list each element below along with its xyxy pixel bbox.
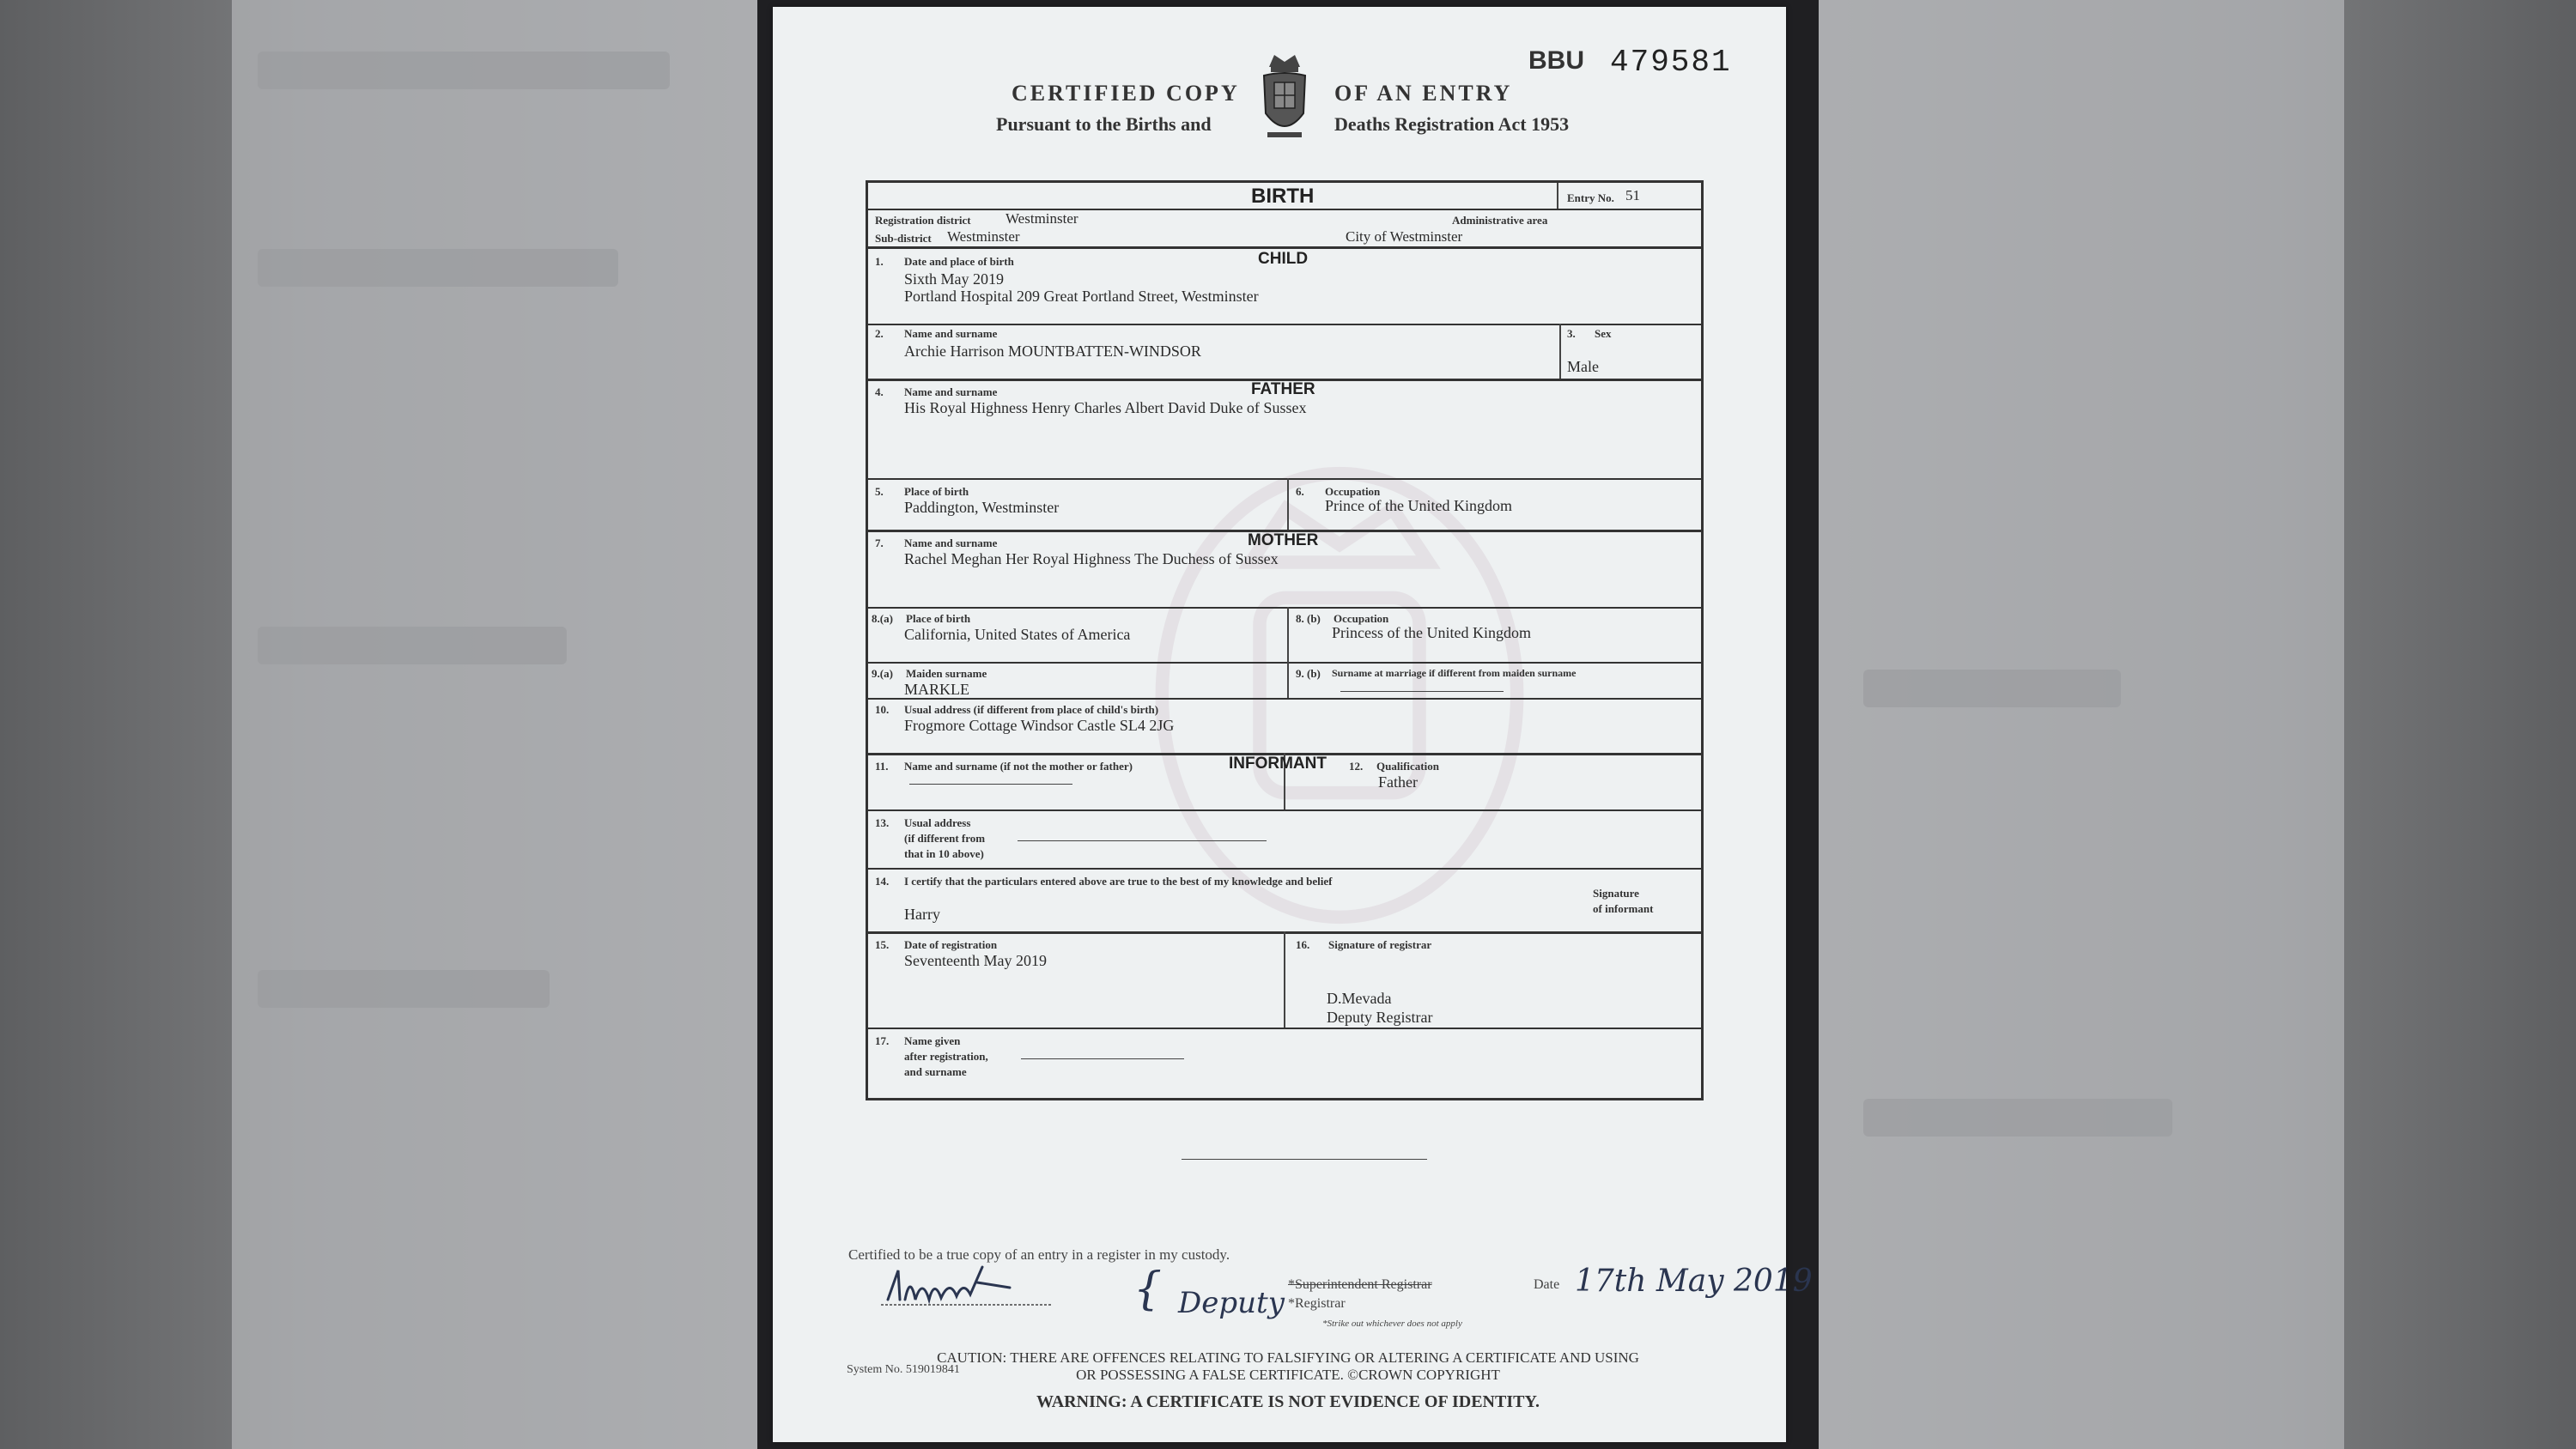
background-blur-right	[1812, 0, 2344, 1449]
father-place-of-birth: Paddington, Westminster	[904, 499, 1060, 516]
rule	[868, 246, 1701, 249]
header-certified-copy: CERTIFIED COPY	[1012, 81, 1240, 106]
registration-date-label: Date of registration	[904, 938, 998, 951]
name-given-label: Name given	[904, 1034, 961, 1047]
background-blur-left	[232, 0, 764, 1449]
strike-note: *Strike out whichever does not apply	[1322, 1319, 1462, 1329]
rule	[868, 1028, 1701, 1029]
mother-birth-label: Place of birth	[906, 612, 971, 625]
marriage-surname-blank	[1340, 691, 1504, 692]
section-child: CHILD	[1258, 250, 1309, 268]
mother-address: Frogmore Cottage Windsor Castle SL4 2JG	[904, 717, 1175, 734]
registration-date: Seventeenth May 2019	[904, 952, 1047, 969]
field-number: 11.	[875, 760, 889, 773]
rule	[868, 662, 1701, 664]
field-number: 9. (b)	[1296, 667, 1321, 680]
field-number: 5.	[875, 485, 884, 498]
rule	[868, 607, 1701, 609]
father-name: His Royal Highness Henry Charles Albert David Duke of Sussex	[904, 399, 1307, 416]
informant-address-label: that in 10 above)	[904, 847, 984, 860]
certified-true-copy: Certified to be a true copy of an entry in a register in my custody.	[848, 1246, 1230, 1263]
sub-district-label: Sub-district	[875, 232, 932, 245]
serial-number: 479581	[1610, 45, 1732, 80]
field-number: 9.(a)	[872, 667, 893, 680]
informant-qualification: Father	[1378, 773, 1418, 791]
field-number: 16.	[1296, 938, 1310, 951]
field-number: 12.	[1349, 760, 1364, 773]
field-number: 6.	[1296, 485, 1304, 498]
caution-line: CAUTION: THERE ARE OFFENCES RELATING TO FALSIFYING OR ALTERING A CERTIFICATE AND USING	[937, 1349, 1639, 1366]
background-blur-bar	[1863, 670, 2121, 707]
field-number: 8.(a)	[872, 612, 893, 625]
serial-prefix: BBU	[1528, 46, 1584, 75]
child-date-of-birth: Sixth May 2019	[904, 270, 1005, 288]
registrar-signature-label: Signature of registrar	[1328, 938, 1432, 951]
handwritten-brace: {	[1133, 1264, 1163, 1315]
background-blur-bar	[258, 249, 618, 287]
field-number: 8. (b)	[1296, 612, 1321, 625]
mother-place-of-birth: California, United States of America	[904, 626, 1131, 643]
name-given-label: after registration,	[904, 1050, 988, 1063]
informant-address-blank	[1018, 840, 1267, 841]
field-number: 3.	[1567, 327, 1576, 340]
registrar-signature	[881, 1262, 1053, 1313]
rule	[868, 478, 1701, 480]
maiden-surname: MARKLE	[904, 681, 969, 698]
form-title: BIRTH	[1251, 185, 1315, 208]
field-number: 2.	[875, 327, 884, 340]
background-blur-bar	[258, 970, 550, 1008]
identity-warning: WARNING: A CERTIFICATE IS NOT EVIDENCE OF IDENTITY.	[1036, 1392, 1540, 1411]
superintendent-registrar: *Superintendent Registrar	[1288, 1277, 1432, 1292]
section-mother: MOTHER	[1248, 531, 1319, 549]
mother-address-label: Usual address (if different from place of child's birth)	[904, 703, 1159, 716]
informant-name-label: Name and surname (if not the mother or father)	[904, 760, 1133, 773]
field-number: 4.	[875, 385, 884, 398]
header-of-an-entry: OF AN ENTRY	[1334, 81, 1513, 106]
informant-name: Harry	[904, 906, 940, 923]
field-number: 1.	[875, 255, 884, 268]
registrar-title: Deputy Registrar	[1327, 1009, 1433, 1026]
registrar-name: D.Mevada	[1327, 990, 1392, 1007]
child-name-label: Name and surname	[904, 327, 998, 340]
divider	[1287, 478, 1289, 530]
background-blur-bar	[1863, 1099, 2172, 1137]
informant-address-label: Usual address	[904, 816, 971, 829]
sub-district: Westminster	[947, 228, 1020, 245]
entry-no-label: Entry No.	[1567, 191, 1614, 204]
footer-rule	[1182, 1159, 1427, 1160]
field-number: 7.	[875, 537, 884, 549]
entry-no: 51	[1625, 187, 1640, 203]
caution-line: OR POSSESSING A FALSE CERTIFICATE. ©CROWN COPYRIGHT	[1076, 1367, 1500, 1383]
date-label: Date	[1534, 1277, 1560, 1292]
birth-entry-form	[866, 180, 1704, 1100]
field-number: 13.	[875, 816, 890, 829]
name-given-label: and surname	[904, 1065, 967, 1078]
father-name-label: Name and surname	[904, 385, 998, 398]
background-blur-bar	[258, 52, 670, 89]
sex-label: Sex	[1595, 327, 1612, 340]
field-number: 14.	[875, 875, 890, 888]
administrative-area: City of Westminster	[1346, 228, 1463, 245]
registration-district: Westminster	[1005, 210, 1078, 227]
divider	[1557, 183, 1558, 209]
field-number: 15.	[875, 938, 890, 951]
registration-district-label: Registration district	[875, 214, 971, 227]
handwritten-role: Deputy	[1178, 1286, 1285, 1320]
rule	[868, 209, 1701, 210]
child-name: Archie Harrison MOUNTBATTEN-WINDSOR	[904, 343, 1201, 360]
date-place-birth-label: Date and place of birth	[904, 255, 1014, 268]
child-sex: Male	[1567, 358, 1599, 375]
mother-name: Rachel Meghan Her Royal Highness The Duchess of Sussex	[904, 550, 1279, 567]
marriage-surname-label: Surname at marriage if different from maiden surname	[1332, 667, 1577, 679]
registrar-option: *Registrar	[1288, 1296, 1346, 1311]
system-number: System No. 519019841	[847, 1363, 960, 1376]
handwritten-date: 17th May 2019	[1575, 1264, 1813, 1299]
field-number: 17.	[875, 1034, 890, 1047]
rule	[868, 698, 1701, 700]
rule	[868, 868, 1701, 870]
mother-name-label: Name and surname	[904, 537, 998, 549]
signature-informant-label: Signature	[1593, 887, 1639, 900]
father-occupation: Prince of the United Kingdom	[1325, 497, 1512, 514]
background-blur-bar	[258, 627, 567, 664]
rule	[868, 809, 1701, 811]
mother-occupation: Princess of the United Kingdom	[1332, 624, 1531, 641]
administrative-area-label: Administrative area	[1452, 214, 1548, 227]
informant-address-label: (if different from	[904, 832, 986, 845]
signature-informant-label: of informant	[1593, 902, 1654, 915]
divider	[1284, 931, 1285, 1028]
qualification-label: Qualification	[1376, 760, 1439, 773]
rule	[868, 324, 1701, 325]
header-pursuant: Pursuant to the Births and	[996, 113, 1212, 135]
field-number: 10.	[875, 703, 890, 716]
maiden-surname-label: Maiden surname	[906, 667, 987, 680]
mother-occupation-label: Occupation	[1334, 612, 1389, 625]
section-father: FATHER	[1251, 380, 1315, 398]
certify-label: I certify that the particulars entered above are true to the best of my knowledge and belief	[904, 875, 1333, 888]
header-act: Deaths Registration Act 1953	[1334, 113, 1570, 135]
father-birth-label: Place of birth	[904, 485, 969, 498]
child-place-of-birth: Portland Hospital 209 Great Portland Street, Westminster	[904, 288, 1259, 305]
father-occupation-label: Occupation	[1325, 485, 1381, 498]
section-informant: INFORMANT	[1229, 755, 1327, 773]
caution-notice	[910, 1349, 1666, 1384]
divider	[1287, 607, 1289, 698]
royal-crest-icon	[1255, 50, 1314, 146]
informant-name-blank	[909, 784, 1072, 785]
divider	[1559, 324, 1561, 379]
name-given-blank	[1021, 1058, 1184, 1059]
